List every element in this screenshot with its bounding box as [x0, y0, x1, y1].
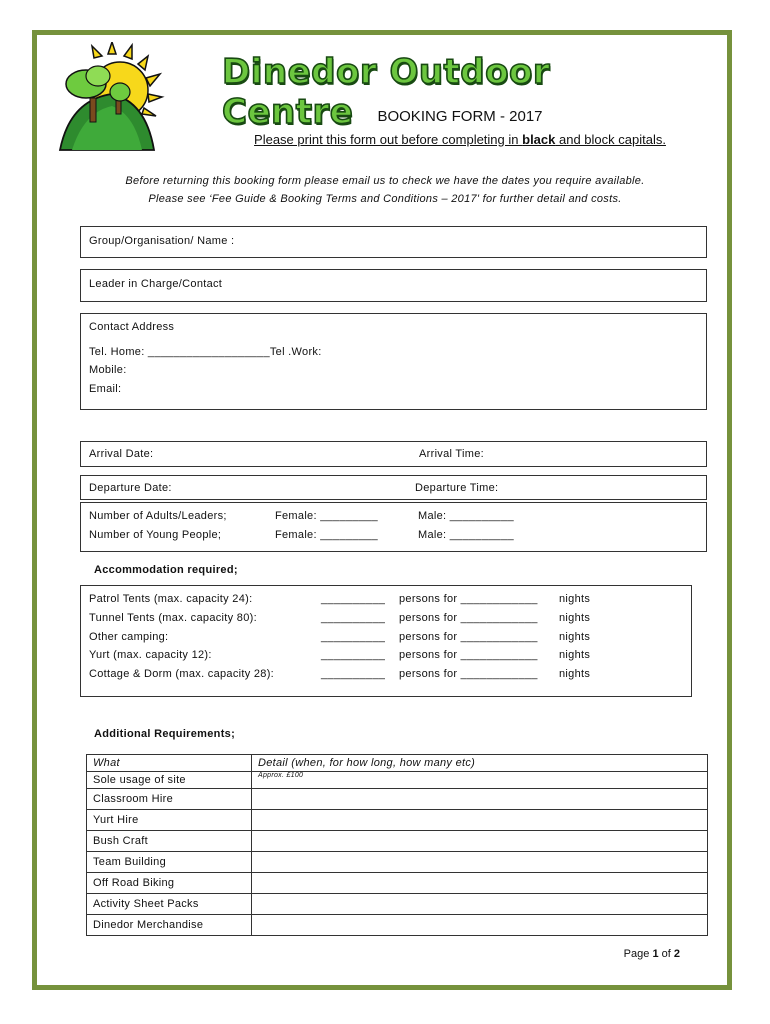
- table-row: [87, 810, 708, 831]
- nights-label: nights: [559, 668, 591, 680]
- persons-count-field[interactable]: __________: [321, 593, 386, 605]
- requirement-detail-field[interactable]: [252, 894, 708, 915]
- arrival-row[interactable]: [80, 441, 707, 467]
- requirement-name: Sole usage of site: [87, 772, 252, 789]
- requirement-note: Approx. £100: [258, 772, 304, 779]
- table-row: [87, 772, 708, 789]
- form-title: BOOKING FORM - 2017: [377, 108, 543, 125]
- nights-count-field[interactable]: persons for ____________: [399, 593, 538, 605]
- young-people-label: Number of Young People;: [89, 529, 222, 541]
- nights-label: nights: [559, 612, 591, 624]
- requirement-detail-field[interactable]: [252, 789, 708, 810]
- table-row: [87, 852, 708, 873]
- table-row: [87, 894, 708, 915]
- nights-count-field[interactable]: persons for ____________: [399, 612, 538, 624]
- mobile-label: Mobile:: [89, 364, 127, 376]
- table-header-row: [87, 755, 708, 772]
- requirement-detail-field[interactable]: [252, 831, 708, 852]
- accommodation-heading: Accommodation required;: [94, 564, 238, 576]
- departure-date-label: Departure Date:: [89, 482, 172, 494]
- accommodation-row: [81, 612, 691, 631]
- adults-label: Number of Adults/Leaders;: [89, 510, 227, 522]
- people-count-row[interactable]: [80, 502, 707, 552]
- intro-line-1: Before returning this booking form please email us to check we have the dates you require available.: [125, 175, 645, 187]
- form-subtitle: Please print this form out before completing in black and block capitals.: [254, 132, 666, 147]
- accommodation-type-label: Other camping:: [89, 631, 169, 643]
- requirement-detail-field[interactable]: [252, 852, 708, 873]
- email-label: Email:: [89, 383, 122, 395]
- brand-title: Dinedor Outdoor Centre: [222, 52, 551, 132]
- leader-contact-field[interactable]: [80, 269, 707, 302]
- accommodation-row: [81, 649, 691, 668]
- requirement-name: Yurt Hire: [87, 810, 252, 831]
- leader-contact-label: Leader in Charge/Contact: [89, 278, 223, 290]
- page-number: Page 1 of 2: [623, 948, 680, 960]
- requirement-name: Activity Sheet Packs: [87, 894, 252, 915]
- requirement-detail-field[interactable]: [252, 915, 708, 936]
- requirement-name: Off Road Biking: [87, 873, 252, 894]
- group-name-field[interactable]: [80, 226, 707, 258]
- nights-label: nights: [559, 631, 591, 643]
- accommodation-type-label: Cottage & Dorm (max. capacity 28):: [89, 668, 275, 680]
- requirement-detail-field[interactable]: [252, 873, 708, 894]
- arrival-date-label: Arrival Date:: [89, 448, 154, 460]
- nights-count-field[interactable]: persons for ____________: [399, 631, 538, 643]
- nights-label: nights: [559, 649, 591, 661]
- requirement-name: Classroom Hire: [87, 789, 252, 810]
- arrival-time-label: Arrival Time:: [419, 448, 485, 460]
- adults-female-field[interactable]: Female: _________: [275, 510, 378, 522]
- contact-address-label: Contact Address: [89, 321, 175, 333]
- persons-count-field[interactable]: __________: [321, 631, 386, 643]
- young-female-field[interactable]: Female: _________: [275, 529, 378, 541]
- departure-time-label: Departure Time:: [415, 482, 499, 494]
- column-what: What: [87, 755, 252, 772]
- requirement-name: Dinedor Merchandise: [87, 915, 252, 936]
- persons-count-field[interactable]: __________: [321, 649, 386, 661]
- contact-address-field[interactable]: [80, 313, 707, 410]
- adults-male-field[interactable]: Male: __________: [418, 510, 514, 522]
- dinedor-logo-icon: [50, 42, 180, 154]
- accommodation-row: [81, 593, 691, 612]
- requirement-detail-field[interactable]: [252, 810, 708, 831]
- young-male-field[interactable]: Male: __________: [418, 529, 514, 541]
- table-row: [87, 915, 708, 936]
- intro-line-2: Please see ‘Fee Guide & Booking Terms and Conditions – 2017' for further detail and costs.: [148, 193, 622, 205]
- requirement-detail-field[interactable]: [252, 772, 708, 789]
- accommodation-row: [81, 668, 691, 687]
- table-row: [87, 789, 708, 810]
- nights-count-field[interactable]: persons for ____________: [399, 649, 538, 661]
- additional-requirements-table: [86, 754, 708, 936]
- table-row: [87, 831, 708, 852]
- table-row: [87, 873, 708, 894]
- accommodation-box: [80, 585, 692, 697]
- accommodation-type-label: Tunnel Tents (max. capacity 80):: [89, 612, 257, 624]
- persons-count-field[interactable]: __________: [321, 668, 386, 680]
- persons-count-field[interactable]: __________: [321, 612, 386, 624]
- accommodation-type-label: Yurt (max. capacity 12):: [89, 649, 212, 661]
- tel-home-label: Tel. Home: ___________________Tel .Work:: [89, 346, 322, 358]
- additional-requirements-heading: Additional Requirements;: [94, 728, 236, 740]
- nights-count-field[interactable]: persons for ____________: [399, 668, 538, 680]
- nights-label: nights: [559, 593, 591, 605]
- accommodation-type-label: Patrol Tents (max. capacity 24):: [89, 593, 253, 605]
- accommodation-row: [81, 631, 691, 650]
- requirement-name: Team Building: [87, 852, 252, 873]
- departure-row[interactable]: [80, 475, 707, 500]
- requirement-name: Bush Craft: [87, 831, 252, 852]
- group-name-label: Group/Organisation/ Name :: [89, 235, 235, 247]
- column-detail: Detail (when, for how long, how many etc): [252, 755, 708, 772]
